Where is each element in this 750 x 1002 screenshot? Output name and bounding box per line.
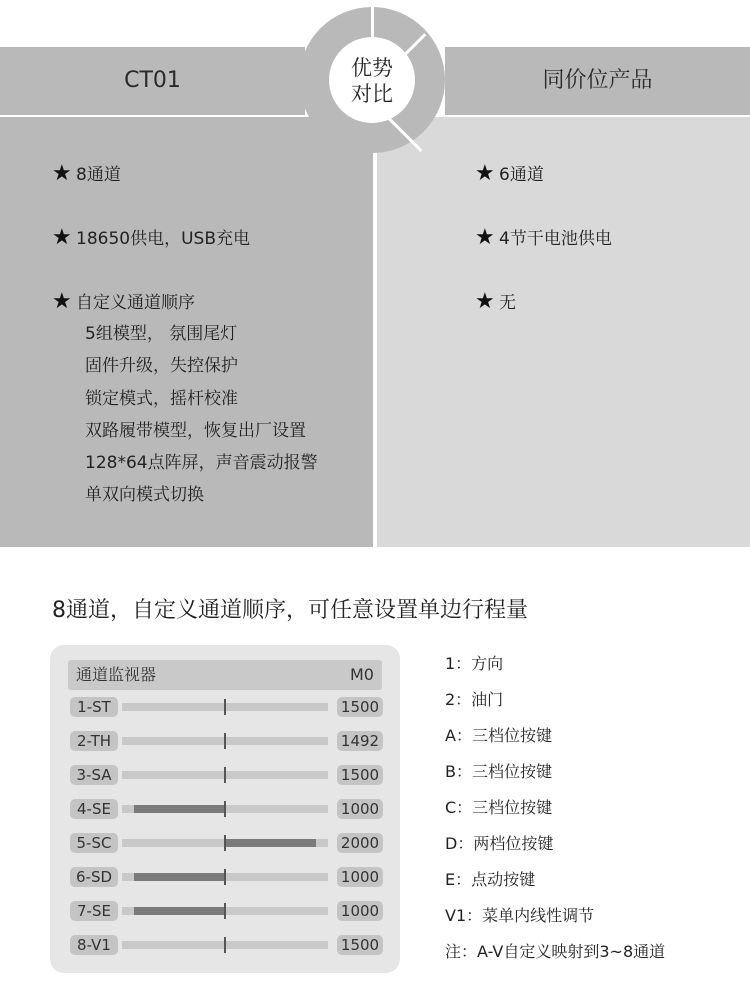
star-icon: ★	[52, 289, 72, 314]
channel-label: 7-SE	[70, 901, 118, 921]
left-extra-line: 5组模型， 氛围尾灯	[85, 324, 238, 344]
channel-label: 1-ST	[70, 697, 118, 717]
headline: 8通道，自定义通道顺序，可任意设置单边行程量	[52, 598, 528, 623]
channel-bar-fill	[225, 839, 316, 847]
left-extra-line: 锁定模式，摇杆校准	[85, 389, 238, 409]
left-feature	[52, 222, 250, 255]
legend-item: V1：菜单内线性调节	[445, 906, 595, 925]
channel-label: 6-SD	[70, 867, 118, 887]
channel-center-mark	[224, 801, 226, 817]
legend-item: B：三档位按键	[445, 762, 552, 781]
left-feature	[52, 158, 121, 191]
right-header	[445, 47, 750, 115]
right-feature	[475, 158, 544, 191]
left-extra-line: 单双向模式切换	[85, 485, 204, 505]
star-icon: ★	[475, 225, 495, 250]
right-feature-label: 4节干电池供电	[499, 229, 612, 249]
channel-label: 5-SC	[70, 833, 118, 853]
star-icon: ★	[52, 161, 72, 186]
channel-label: 8-V1	[70, 935, 118, 955]
left-header	[0, 47, 305, 115]
left-feature-label: 自定义通道顺序	[76, 293, 195, 313]
channel-label: 3-SA	[70, 765, 118, 785]
monitor-title: 通道监视器	[76, 665, 157, 684]
left-extra-line: 双路履带模型，恢复出厂设置	[85, 421, 306, 441]
star-icon: ★	[475, 289, 495, 314]
channel-center-mark	[224, 937, 226, 953]
right-feature-label: 6通道	[499, 165, 544, 185]
left-feature-label: 8通道	[76, 165, 121, 185]
channel-label: 4-SE	[70, 799, 118, 819]
badge-line-2: 对比	[351, 82, 393, 106]
left-title: CT01	[124, 68, 181, 93]
channel-center-mark	[224, 767, 226, 783]
legend-item: D：两档位按键	[445, 834, 554, 853]
channel-value: 2000	[337, 833, 383, 853]
channel-bar-fill	[134, 805, 225, 813]
channel-center-mark	[224, 869, 226, 885]
right-feature	[475, 286, 516, 319]
ring-divider	[371, 7, 374, 37]
channel-center-mark	[224, 699, 226, 715]
channel-center-mark	[224, 733, 226, 749]
badge	[329, 37, 415, 123]
legend-item: E：点动按键	[445, 870, 536, 889]
legend-item: 2：油门	[445, 690, 504, 709]
badge-line-1: 优势	[351, 56, 393, 80]
right-feature-label: 无	[499, 293, 516, 313]
left-feature	[52, 286, 195, 319]
left-extra-line: 固件升级，失控保护	[85, 356, 238, 376]
channel-value: 1500	[337, 765, 383, 785]
channel-value: 1000	[337, 799, 383, 819]
legend-item: C：三档位按键	[445, 798, 553, 817]
star-icon: ★	[52, 225, 72, 250]
channel-value: 1492	[337, 731, 383, 751]
channel-center-mark	[224, 903, 226, 919]
channel-label: 2-TH	[70, 731, 118, 751]
legend-item: 1：方向	[445, 654, 504, 673]
right-title: 同价位产品	[542, 68, 653, 93]
legend-item: A：三档位按键	[445, 726, 552, 745]
model-indicator: M0	[350, 665, 374, 684]
channel-value: 1000	[337, 901, 383, 921]
channel-value: 1500	[337, 935, 383, 955]
channel-bar-fill	[134, 907, 225, 915]
channel-value: 1500	[337, 697, 383, 717]
channel-center-mark	[224, 835, 226, 851]
left-feature-label: 18650供电，USB充电	[76, 229, 250, 249]
star-icon: ★	[475, 161, 495, 186]
legend-item: 注：A-V自定义映射到3~8通道	[445, 942, 666, 961]
channel-bar-fill	[134, 873, 225, 881]
channel-value: 1000	[337, 867, 383, 887]
right-column	[377, 117, 750, 547]
left-extra-line: 128*64点阵屏，声音震动报警	[85, 453, 318, 473]
right-feature	[475, 222, 612, 255]
